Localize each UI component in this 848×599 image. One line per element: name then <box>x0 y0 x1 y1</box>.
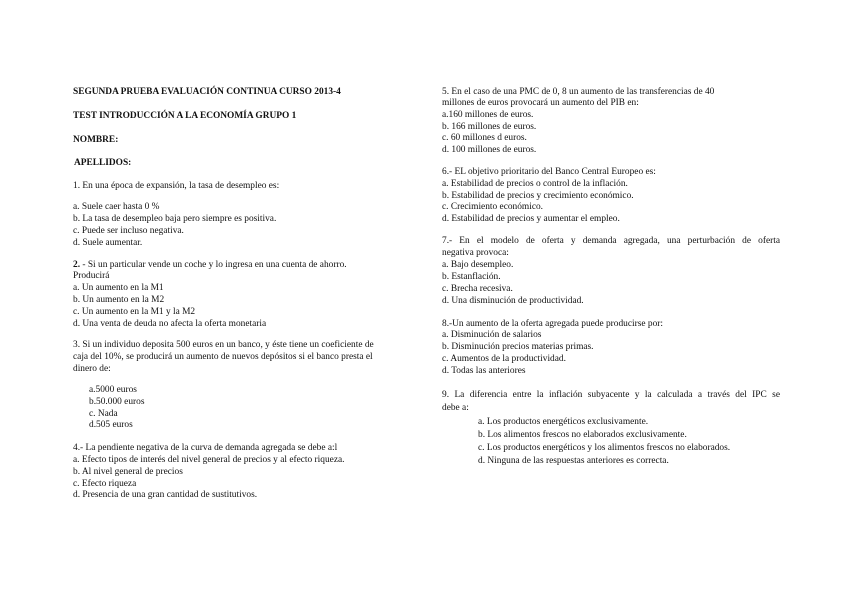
q3-option-c: c. Nada <box>89 409 118 419</box>
q8-option-c: c. Aumentos de la productividad. <box>442 354 566 364</box>
q9-stem-line1: 9. La diferencia entre la inflación subyacente y la calculada a través del IPC se <box>442 390 780 400</box>
q7-stem-line2: negativa provoca: <box>442 248 509 258</box>
q3-stem-line2: caja del 10%, se producirá un aumento de nuevos depósitos si el banco presta el <box>73 352 373 362</box>
q1-option-b: b. La tasa de desempleo baja pero siempre es positiva. <box>73 214 277 224</box>
q4-option-d: d. Presencia de una gran cantidad de sustitutivos. <box>73 490 258 500</box>
q7-option-a: a. Bajo desempleo. <box>442 260 514 270</box>
q9-option-b: b. Los alimentos frescos no elaborados exclusivamente. <box>478 430 687 440</box>
q8-stem: 8.-Un aumento de la oferta agregada puede producirse por: <box>442 319 663 329</box>
q7-option-b: b. Estanflación. <box>442 272 501 282</box>
q5-stem-line1: 5. En el caso de una PMC de 0, 8 un aumento de las transferencias de 40 <box>442 87 715 97</box>
q1-stem: 1. En una época de expansión, la tasa de desempleo es: <box>73 181 280 191</box>
q1-option-d: d. Suele aumentar. <box>73 238 143 248</box>
q5-option-a: a.160 millones de euros. <box>442 110 534 120</box>
name-label: NOMBRE: <box>73 135 119 145</box>
q4-option-b: b. Al nivel general de precios <box>73 467 183 477</box>
q4-option-c: c. Efecto riqueza <box>73 479 137 489</box>
surname-label: APELLIDOS: <box>74 158 132 168</box>
q5-option-c: c. 60 millones d euros. <box>442 133 527 143</box>
q3-stem-line3: dinero de: <box>73 364 111 374</box>
q9-option-a: a. Los productos energéticos exclusivamente. <box>478 417 649 427</box>
q5-stem-line2: millones de euros provocará un aumento del PIB en: <box>442 98 639 108</box>
q6-option-d: d. Estabilidad de precios y aumentar el empleo. <box>442 214 620 224</box>
q4-stem: 4.- La pendiente negativa de la curva de demanda agregada se debe a:l <box>73 443 338 453</box>
q6-stem: 6.- EL objetivo prioritario del Banco Central Europeo es: <box>442 167 656 177</box>
q3-option-b: b.50.000 euros <box>89 397 145 407</box>
q2-option-c: c. Un aumento en la M1 y la M2 <box>73 307 196 317</box>
q5-option-b: b. 166 millones de euros. <box>442 122 537 132</box>
q1-option-c: c. Puede ser incluso negativa. <box>73 226 184 236</box>
q3-option-a: a.5000 euros <box>89 385 137 395</box>
q2-option-a: a. Un aumento en la M1 <box>73 283 164 293</box>
q7-option-c: c. Brecha recesiva. <box>442 284 513 294</box>
q2-stem-text: - Si un particular vende un coche y lo ingresa en una cuenta de ahorro. <box>80 260 347 270</box>
q6-option-c: c. Crecimiento económico. <box>442 202 544 212</box>
q8-option-a: a. Disminución de salarios <box>442 330 542 340</box>
q9-stem-line2: debe a: <box>442 403 469 413</box>
q8-option-b: b. Disminución precios materias primas. <box>442 342 594 352</box>
exam-title: SEGUNDA PRUEBA EVALUACIÓN CONTINUA CURSO 2013-4 <box>73 87 341 97</box>
q5-option-d: d. 100 millones de euros. <box>442 145 537 155</box>
q7-option-d: d. Una disminución de productividad. <box>442 296 584 306</box>
q9-option-c: c. Los productos energéticos y los alimentos frescos no elaborados. <box>478 443 731 453</box>
q9-option-d: d. Ninguna de las respuestas anteriores es correcta. <box>478 456 669 466</box>
q3-option-d: d.505 euros <box>89 420 133 430</box>
q6-option-b: b. Estabilidad de precios y crecimiento económico. <box>442 191 634 201</box>
q2-option-d: d. Una venta de deuda no afecta la oferta monetaria <box>73 319 267 329</box>
q2-number: 2. <box>73 260 81 270</box>
q7-stem-line1: 7.- En el modelo de oferta y demanda agregada, una perturbación de oferta <box>442 236 780 246</box>
q2-option-b: b. Un aumento en la M2 <box>73 295 165 305</box>
q2-stem-line1 <box>73 260 347 271</box>
q1-option-a: a. Suele caer hasta 0 % <box>73 202 160 212</box>
q2-stem-line2: Producirá <box>73 271 110 281</box>
q3-stem-line1: 3. Si un individuo deposita 500 euros en un banco, y éste tiene un coeficiente de <box>73 340 374 350</box>
q6-option-a: a. Estabilidad de precios o control de la inflación. <box>442 179 628 189</box>
exam-subtitle: TEST INTRODUCCIÓN A LA ECONOMÍA GRUPO 1 <box>73 111 297 121</box>
q8-option-d: d. Todas las anteriores <box>442 366 526 376</box>
q4-option-a: a. Efecto tipos de interés del nivel general de precios y al efecto riqueza. <box>73 455 345 465</box>
